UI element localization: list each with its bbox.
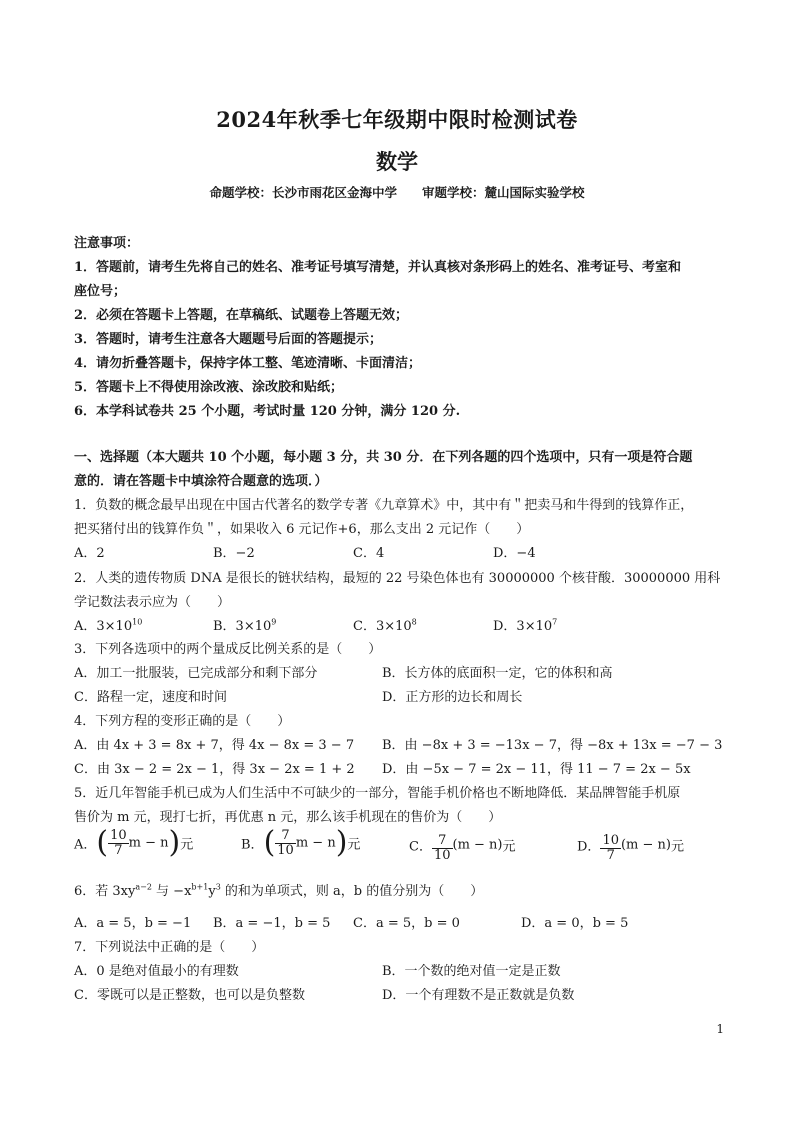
q2-option-d: D．$3\times 10^7$: [493, 617, 558, 634]
question-6-stem: 6．若 $3xy^{a-2}$ 与 $-x^{b+1}y^3$ 的和为单项式，则 a，b 的值分别为（ ）: [74, 882, 484, 899]
page-number: 1: [716, 1022, 724, 1036]
note-item: 座位号；: [74, 284, 127, 299]
q3-option-c: C．路程一定，速度和时间: [74, 690, 227, 705]
q6-option-d: D．a = 0，b = 5: [521, 916, 629, 931]
q5-option-c: C． $\frac{7}{10}$ (m − n)元: [409, 833, 516, 863]
q1-option-d: D．−4: [493, 546, 536, 561]
note-item: 2．必须在答题卡上答题，在草稿纸、试题卷上答题无效；: [74, 308, 409, 323]
q4-option-d: D．由 −5x − 7 = 2x − 11，得 11 − 7 = 2x − 5x: [382, 762, 691, 777]
q7-option-d: D．一个有理数不是正数就是负数: [382, 988, 575, 1003]
q5-option-b: B．( $\frac{7}{10}$ m − n)元: [241, 825, 361, 860]
exam-title: 2024年秋季七年级期中限时检测试卷: [216, 107, 578, 132]
note-item: 6．本学科试卷共 25 个小题，考试时量 120 分钟，满分 120 分.: [74, 404, 461, 419]
notes-heading: 注意事项：: [74, 236, 140, 251]
question-2-stem-cont: 学记数法表示应为（ ）: [74, 595, 231, 610]
question-2-stem: 2．人类的遗传物质 DNA 是很长的链状结构，最短的 22 号染色体也有 30000000 个核苷酸．30000000 用科: [74, 571, 721, 586]
note-item: 1．答题前，请考生先将自己的姓名、准考证号填写清楚，并认真核对条形码上的姓名、准考证号、考室和: [74, 260, 682, 275]
q3-option-a: A．加工一批服装，已完成部分和剩下部分: [74, 666, 318, 681]
q5-option-a: A．( $\frac{10}{7}$ m − n)元: [74, 825, 194, 860]
section-heading: 一、选择题（本大题共 10 个小题，每小题 3 分，共 30 分．在下列各题的四个选项中，只有一项是符合题: [74, 450, 693, 465]
q3-option-d: D．正方形的边长和周长: [382, 690, 523, 705]
question-7-stem: 7．下列说法中正确的是（ ）: [74, 940, 265, 955]
question-5-stem: 5．近几年智能手机已成为人们生活中不可缺少的一部分，智能手机价格也不断地降低．某品牌智能手机原: [74, 786, 681, 801]
q2-option-a: A．$3\times 10^{10}$: [74, 617, 143, 634]
q6-option-b: B．a = −1，b = 5: [213, 916, 331, 931]
question-3-stem: 3．下列各选项中的两个量成反比例关系的是（ ）: [74, 642, 382, 657]
q1-option-b: B．−2: [213, 546, 255, 561]
q3-option-b: B．长方体的底面积一定，它的体积和高: [382, 666, 613, 681]
q6-option-c: C．a = 5，b = 0: [353, 916, 460, 931]
q7-option-c: C．零既可以是正整数，也可以是负整数: [74, 988, 305, 1003]
note-item: 5．答题卡上不得使用涂改液、涂改胶和贴纸；: [74, 380, 344, 395]
q4-option-a: A．由 4x + 3 = 8x + 7，得 4x − 8x = 3 − 7: [74, 738, 355, 753]
q5-option-d: D． $\frac{10}{7}$ (m − n)元: [577, 833, 685, 863]
q4-option-b: B．由 −8x + 3 = −13x − 7，得 −8x + 13x = −7 − 3: [382, 738, 723, 753]
note-item: 3．答题时，请考生注意各大题题号后面的答题提示；: [74, 332, 383, 347]
question-5-stem-cont: 售价为 m 元，现打七折，再优惠 n 元，那么该手机现在的售价为（ ）: [74, 810, 502, 825]
question-1-stem: 1．负数的概念最早出现在中国古代著名的数学专著《九章算术》中，其中有＂把卖马和牛得到的钱算作正，: [74, 498, 694, 513]
q2-option-c: C．$3\times 10^8$: [353, 617, 417, 634]
q1-option-c: C．4: [353, 546, 385, 561]
q7-option-b: B．一个数的绝对值一定是正数: [382, 964, 561, 979]
section-heading-cont: 意的．请在答题卡中填涂符合题意的选项．）: [74, 474, 328, 489]
question-1-stem-cont: 把买猪付出的钱算作负＂，如果收入 6 元记作+6，那么支出 2 元记作（ ）: [74, 522, 530, 537]
subject-title: 数学: [376, 149, 418, 174]
q7-option-a: A．0 是绝对值最小的有理数: [74, 964, 239, 979]
authors-line: 命题学校：长沙市雨花区金海中学 审题学校：麓山国际实验学校: [209, 185, 585, 200]
q4-option-c: C．由 3x − 2 = 2x − 1，得 3x − 2x = 1 + 2: [74, 762, 355, 777]
question-4-stem: 4．下列方程的变形正确的是（ ）: [74, 714, 291, 729]
note-item: 4．请勿折叠答题卡，保持字体工整、笔迹清晰、卡面清洁；: [74, 356, 422, 371]
q6-option-a: A．a = 5，b = −1: [74, 916, 192, 931]
q1-option-a: A．2: [74, 546, 105, 561]
q2-option-b: B．$3\times 10^9$: [213, 617, 277, 634]
